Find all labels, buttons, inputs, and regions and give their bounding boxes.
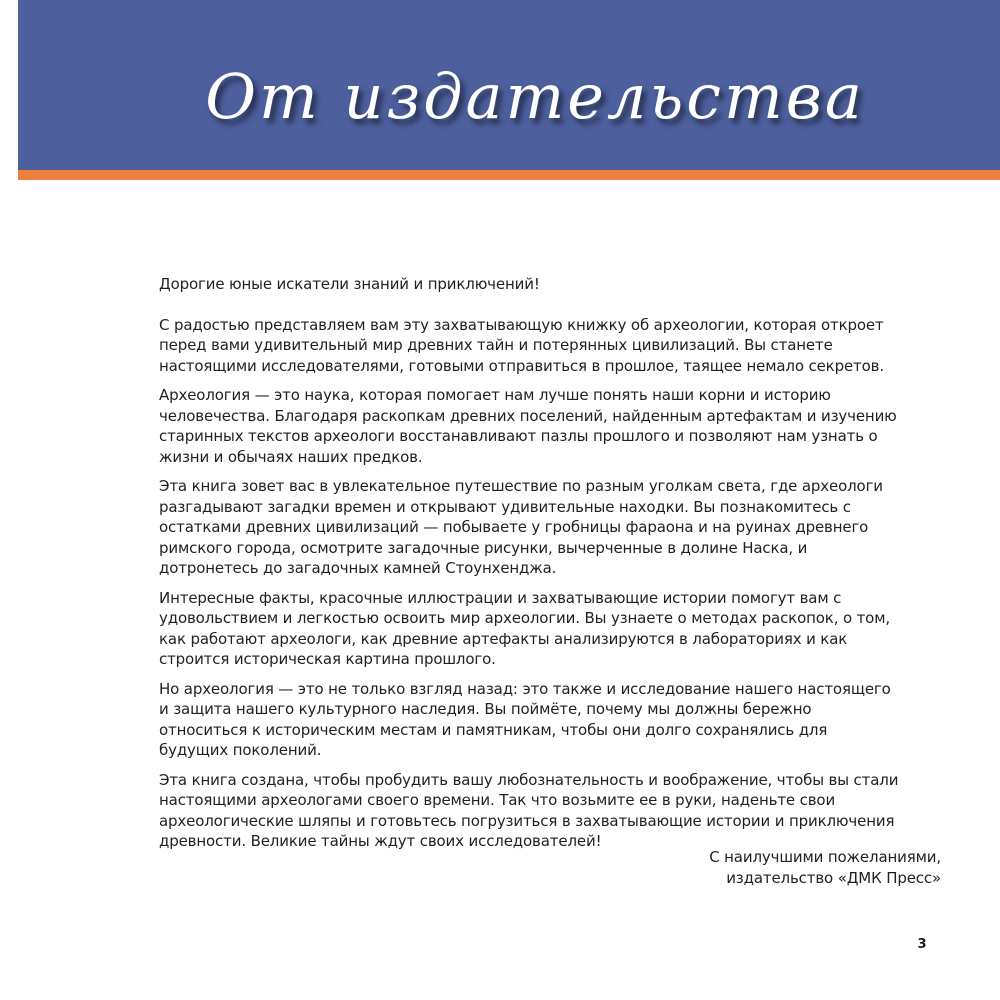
paragraph: Археология — это наука, которая помогает нам лучше понять наши корни и историю человечества. Благодаря раскопкам древних поселений, найденным артефактам и изучению старинных текстов археологи восстанавливают пазлы прошлого и позволяют нам узнать о жизни и обычаях наших предков. — [159, 386, 897, 466]
page-title: От издательства — [205, 60, 865, 133]
paragraph: Эта книга зовет вас в увлекательное путешествие по разным уголкам света, где археологи разгадывают загадки времен и открывают удивительные находки. Вы познакомитесь с остатками древних цивилизаций — побываете у гробницы фараона и на руинах древнего римского города, осмотрите загадочные рисунки, вычерченные в долине Наска, и дотронетесь до загадочных камней Стоунхенджа. — [159, 477, 883, 577]
paragraph: Эта книга создана, чтобы пробудить вашу любознательность и воображение, чтобы вы стали настоящими археологами своего времени. Так что возьмите ее в руки, наденьте свои археологические шляпы и готовьтесь погрузиться в захватывающие истории и приключения древности. Великие тайны ждут своих исследователей! — [159, 770, 899, 850]
signature-publisher: издательство «ДМК Пресс» — [726, 868, 941, 887]
paragraph: Интересные факты, красочные иллюстрации и захватывающие истории помогут вам с удовольствием и легкостью освоить мир археологии. Вы узнаете о методах раскопок, о том, как работают археологи, как древние артефакты анализируются в лабораториях и как строится историческая картина прошлого. — [159, 588, 890, 668]
paragraph: Но археология — это не только взгляд назад: это также и исследование нашего настоящего и защита нашего культурного наследия. Вы поймёте, почему мы должны бережно относиться к историческим местам и памятникам, чтобы они долго сохранялись для будущих поколений. — [159, 679, 891, 759]
page-number: 3 — [917, 937, 927, 952]
signature-closing: С наилучшими пожеланиями, — [709, 848, 941, 866]
body-text — [159, 274, 899, 852]
paragraph: С радостью представляем вам эту захватывающую книжку об археологии, которая откроет перед вами удивительный мир древних тайн и потерянных цивилизаций. Вы станете настоящими исследователями, готовыми отправиться в прошлое, таящее немало секретов. — [159, 315, 884, 375]
signature — [521, 847, 941, 888]
greeting: Дорогие юные искатели знаний и приключений! — [159, 275, 540, 293]
header-accent-stripe — [18, 170, 1000, 180]
